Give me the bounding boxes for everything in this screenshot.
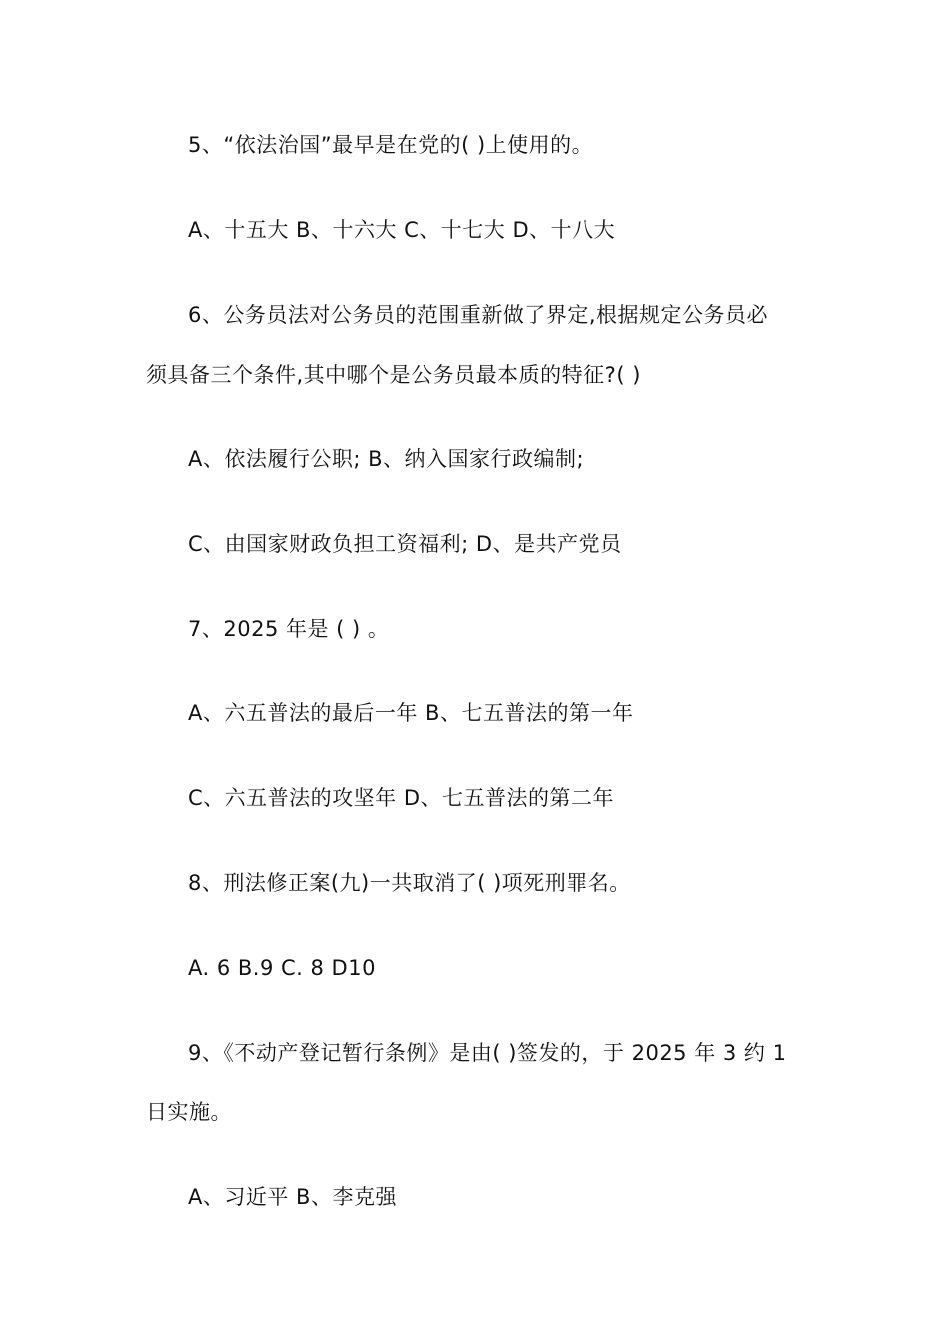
- question-7-options-a-b: A、六五普法的最后一年 B、七五普法的第一年: [188, 701, 634, 725]
- question-8-options: A. 6 B.9 C. 8 D10: [188, 956, 376, 980]
- question-6-options-c-d: C、由国家财政负担工资福利; D、是共产党员: [188, 532, 622, 556]
- question-9-options: A、习近平 B、李克强: [188, 1185, 397, 1209]
- question-6-continued: 须具备三个条件,其中哪个是公务员最本质的特征?( ): [146, 363, 641, 387]
- question-5: 5、“依法治国”最早是在党的( )上使用的。: [188, 133, 594, 157]
- question-5-options: A、十五大 B、十六大 C、十七大 D、十八大: [188, 218, 616, 242]
- question-7-options-c-d: C、六五普法的攻坚年 D、七五普法的第二年: [188, 786, 615, 810]
- question-8: 8、刑法修正案(九)一共取消了( )项死刑罪名。: [188, 871, 631, 895]
- question-7: 7、2025 年是 ( ) 。: [188, 617, 390, 641]
- question-9-continued: 日实施。: [146, 1100, 232, 1124]
- question-6: 6、公务员法对公务员的范围重新做了界定,根据规定公务员必: [188, 303, 769, 327]
- question-6-options-a-b: A、依法履行公职; B、纳入国家行政编制;: [188, 447, 585, 471]
- question-9: 9、《不动产登记暂行条例》是由( )签发的，于 2025 年 3 约 1: [188, 1041, 787, 1065]
